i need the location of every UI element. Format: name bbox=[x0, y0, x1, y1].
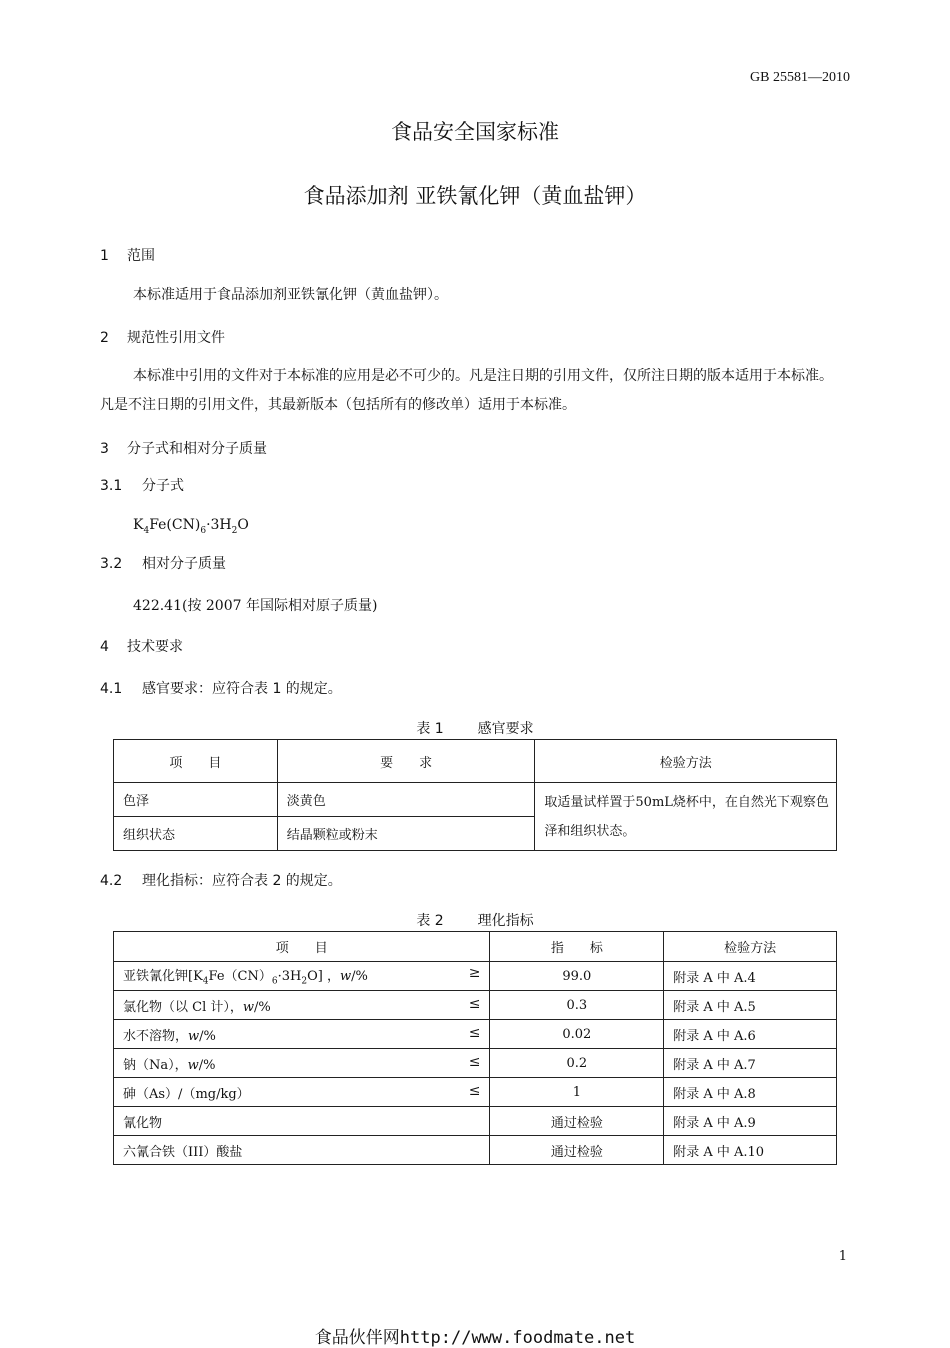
cell-method: 附录 A 中 A.6 bbox=[664, 1020, 837, 1049]
cell-item: 六氰合铁（III）酸盐 bbox=[114, 1136, 490, 1165]
page-title: 食品安全国家标准 bbox=[391, 120, 559, 144]
section-4-1-heading: 4.1 感官要求：应符合表 1 的规定。 bbox=[100, 681, 342, 697]
cell-method: 附录 A 中 A.5 bbox=[664, 991, 837, 1020]
cell-method: 取适量试样置于50mL烧杯中，在自然光下观察色泽和组织状态。 bbox=[535, 783, 837, 851]
table-row bbox=[114, 991, 837, 1020]
cell-value: 通过检验 bbox=[490, 1107, 664, 1136]
section-4-heading: 4 技术要求 bbox=[100, 639, 183, 655]
table-2-caption: 表 2 理化指标 bbox=[416, 913, 534, 929]
cell-method: 附录 A 中 A.8 bbox=[664, 1078, 837, 1107]
cell-item: ≤ 钠（Na），w/% bbox=[114, 1049, 490, 1078]
table-1-sensory bbox=[113, 739, 837, 851]
table-row bbox=[114, 1049, 837, 1078]
table-2-physicochemical bbox=[113, 931, 837, 1165]
cell-item: ≤ 砷（As）/（mg/kg） bbox=[114, 1078, 490, 1107]
cell-value: 0.02 bbox=[490, 1020, 664, 1049]
cell-requirement: 淡黄色 bbox=[277, 783, 535, 817]
section-3-2-heading: 3.2 相对分子质量 bbox=[100, 556, 226, 572]
molecular-formula: $K_4Fe(CN)_6\cdot 3H_2O$ bbox=[133, 517, 249, 536]
header-item: 项 目 bbox=[114, 932, 490, 962]
table-1-caption: 表 1 感官要求 bbox=[416, 721, 534, 737]
section-4-2-heading: 4.2 理化指标：应符合表 2 的规定。 bbox=[100, 873, 342, 889]
section-1-heading: 1 范围 bbox=[100, 248, 155, 264]
cell-method: 附录 A 中 A.10 bbox=[664, 1136, 837, 1165]
cell-item: ≤ 水不溶物，w/% bbox=[114, 1020, 490, 1049]
cell-value: 99.0 bbox=[490, 962, 664, 991]
table-row bbox=[114, 1136, 837, 1165]
cell-method: 附录 A 中 A.4 bbox=[664, 962, 837, 991]
cell-item: 组织状态 bbox=[114, 817, 278, 851]
section-2-text: 本标准中引用的文件对于本标准的应用是必不可少的。凡是注日期的引用文件，仅所注日期的版本适用于本标准。凡是不注日期的引用文件，其最新版本（包括所有的修改单）适用于本标准。 bbox=[100, 368, 833, 413]
table-header-row bbox=[114, 932, 837, 962]
table-row bbox=[114, 783, 837, 817]
page-number: 1 bbox=[838, 1249, 847, 1264]
header-method: 检验方法 bbox=[535, 740, 837, 783]
table-row bbox=[114, 1020, 837, 1049]
section-3-heading: 3 分子式和相对分子质量 bbox=[100, 441, 267, 457]
header-index: 指 标 bbox=[490, 932, 664, 962]
table-row bbox=[114, 1078, 837, 1107]
cell-value: 通过检验 bbox=[490, 1136, 664, 1165]
section-3-1-heading: 3.1 分子式 bbox=[100, 478, 184, 494]
molecular-mass: 422.41(按 2007 年国际相对原子质量) bbox=[133, 598, 378, 614]
section-1-text: 本标准适用于食品添加剂亚铁氰化钾（黄血盐钾）。 bbox=[133, 287, 448, 303]
section-2-heading: 2 规范性引用文件 bbox=[100, 330, 225, 346]
standard-number: GB 25581—2010 bbox=[750, 70, 850, 85]
cell-method: 附录 A 中 A.7 bbox=[664, 1049, 837, 1078]
cell-item: 色泽 bbox=[114, 783, 278, 817]
footer-watermark: 食品伙伴网http://www.foodmate.net bbox=[314, 1328, 636, 1348]
table-row bbox=[114, 962, 837, 991]
cell-value: 1 bbox=[490, 1078, 664, 1107]
cell-value: 0.2 bbox=[490, 1049, 664, 1078]
cell-method: 附录 A 中 A.9 bbox=[664, 1107, 837, 1136]
cell-item: 氰化物 bbox=[114, 1107, 490, 1136]
header-item: 项 目 bbox=[114, 740, 278, 783]
table-row bbox=[114, 1107, 837, 1136]
header-requirement: 要 求 bbox=[277, 740, 535, 783]
cell-value: 0.3 bbox=[490, 991, 664, 1020]
document-title: 食品添加剂 亚铁氰化钾（黄血盐钾） bbox=[303, 184, 647, 208]
table-header-row bbox=[114, 740, 837, 783]
cell-item: ≤ 氯化物（以 Cl 计），w/% bbox=[114, 991, 490, 1020]
header-method: 检验方法 bbox=[664, 932, 837, 962]
cell-requirement: 结晶颗粒或粉末 bbox=[277, 817, 535, 851]
cell-item: ≥ 亚铁氰化钾$[K_4Fe(CN)_6\cdot 3H_2O]$ ，w/% bbox=[114, 962, 490, 991]
